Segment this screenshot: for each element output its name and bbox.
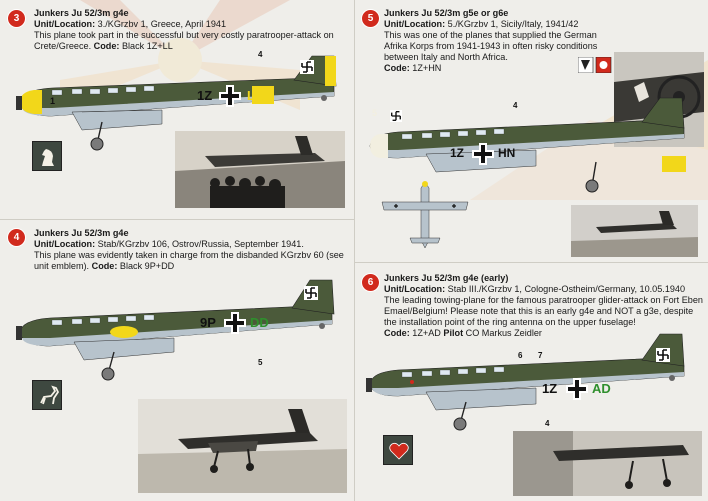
profile-title: Junkers Ju 52/3m g4e: [34, 228, 129, 238]
profile-description: This plane was evidently taken in charge from the disbanded KGrzbv 60 (see unit emblem).: [34, 250, 344, 271]
code-label: Code:: [93, 41, 120, 51]
fuselage-code: 1Z: [450, 146, 465, 160]
profile-text: [34, 228, 352, 272]
balkenkreuz-icon: [472, 143, 494, 165]
fuselage-code: 1Z: [197, 88, 213, 103]
fuselage-code: 9P: [200, 315, 216, 330]
code-value: 1Z+HN: [409, 63, 442, 73]
fuselage-code: 1Z: [542, 381, 558, 396]
callout-label: 6: [518, 351, 523, 360]
code-value: Black 9P+DD: [117, 261, 175, 271]
callout-label: 4: [513, 101, 518, 110]
unit-value: Stab III./KGrzbv 1, Cologne-Ostheim/Germany, 10.05.1940: [445, 284, 686, 294]
swastika-tail-icon: [390, 110, 402, 122]
historical-photo: [571, 205, 698, 257]
unit-value: Stab/KGrzbv 106, Ostrov/Russia, September 1941.: [95, 239, 304, 249]
unit-label: Unit/Location:: [34, 239, 96, 249]
unit-label: Unit/Location:: [384, 19, 446, 29]
profile-title: Junkers Ju 52/3m g4e: [34, 8, 129, 18]
fuselage-code-suffix: AD: [592, 381, 611, 396]
code-value: 1Z+AD: [409, 328, 441, 338]
unit-value: 5./KGrzbv 1, Sicily/Italy, 1941/42: [445, 19, 579, 29]
pilot-label: Pilot: [443, 328, 464, 338]
heart-emblem-icon: [383, 435, 413, 465]
fuselage-code-suffix: DD: [250, 315, 269, 330]
unit-emblem-icons: [578, 57, 612, 73]
balkenkreuz-icon: [224, 312, 246, 334]
swastika-tail-icon: [304, 286, 318, 300]
unit-label: Unit/Location:: [34, 19, 96, 29]
aircraft-profile-4: [14, 272, 344, 382]
code-label: Code:: [384, 328, 410, 338]
profile-title: Junkers Ju 52/3m g5e or g6e: [384, 8, 509, 18]
deer-emblem-icon: [32, 380, 62, 410]
profile-description: This was one of the planes that supplied the German Afrika Korps from 1941-1943 in often risky conditions between Italy and North Africa.: [384, 30, 598, 62]
profile-number-badge: 6: [362, 274, 379, 291]
fuselage-code-suffix: HN: [498, 146, 516, 160]
code-label: Code:: [384, 63, 410, 73]
profile-text: [34, 8, 352, 52]
callout-label: 5: [258, 358, 263, 367]
pilot-value: CO Markus Zeidler: [463, 328, 542, 338]
profile-number-badge: 3: [8, 10, 25, 27]
knight-emblem-icon: [32, 141, 62, 171]
historical-photo: [138, 399, 347, 493]
profile-number-badge: 4: [8, 229, 25, 246]
fuselage-code-suffix: LL: [247, 88, 263, 103]
profile-description: This plane took part in the successful but very costly paratrooper-attack on Crete/Greece.: [34, 30, 334, 51]
callout-label: 7: [538, 351, 543, 360]
historical-photo: [513, 431, 702, 496]
left-horizontal-divider: [0, 219, 354, 220]
historical-photo: [175, 131, 345, 208]
callout-label: 4: [258, 50, 263, 59]
code-value: Black 1Z+LL: [119, 41, 173, 51]
balkenkreuz-icon: [566, 378, 588, 400]
balkenkreuz-icon: [219, 85, 241, 107]
unit-label: Unit/Location:: [384, 284, 446, 294]
callout-label: 4: [545, 419, 550, 428]
profile-text: [384, 273, 704, 339]
profile-number-badge: 5: [362, 10, 379, 27]
right-horizontal-divider: [354, 262, 708, 263]
unit-value: 3./KGrzbv 1, Greece, April 1941: [95, 19, 227, 29]
aircraft-top-view: [380, 180, 470, 250]
code-label: Code:: [91, 261, 118, 271]
vertical-divider: [354, 0, 355, 501]
nose-number: 1: [50, 96, 56, 106]
nose-number: 5: [372, 108, 378, 118]
profile-title: Junkers Ju 52/3m g4e (early): [384, 273, 509, 283]
aircraft-profile-6: [366, 332, 702, 432]
swastika-tail-icon: [656, 348, 670, 362]
profile-description: The leading towing-plane for the famous paratrooper glider-attack on Fort Eben Emael/Belgium! Please note that this is an early g4e and NOT a g3e, despite the installation point of the ring antenna on the upper fuselage!: [384, 295, 703, 327]
swastika-tail-icon: [300, 60, 314, 74]
